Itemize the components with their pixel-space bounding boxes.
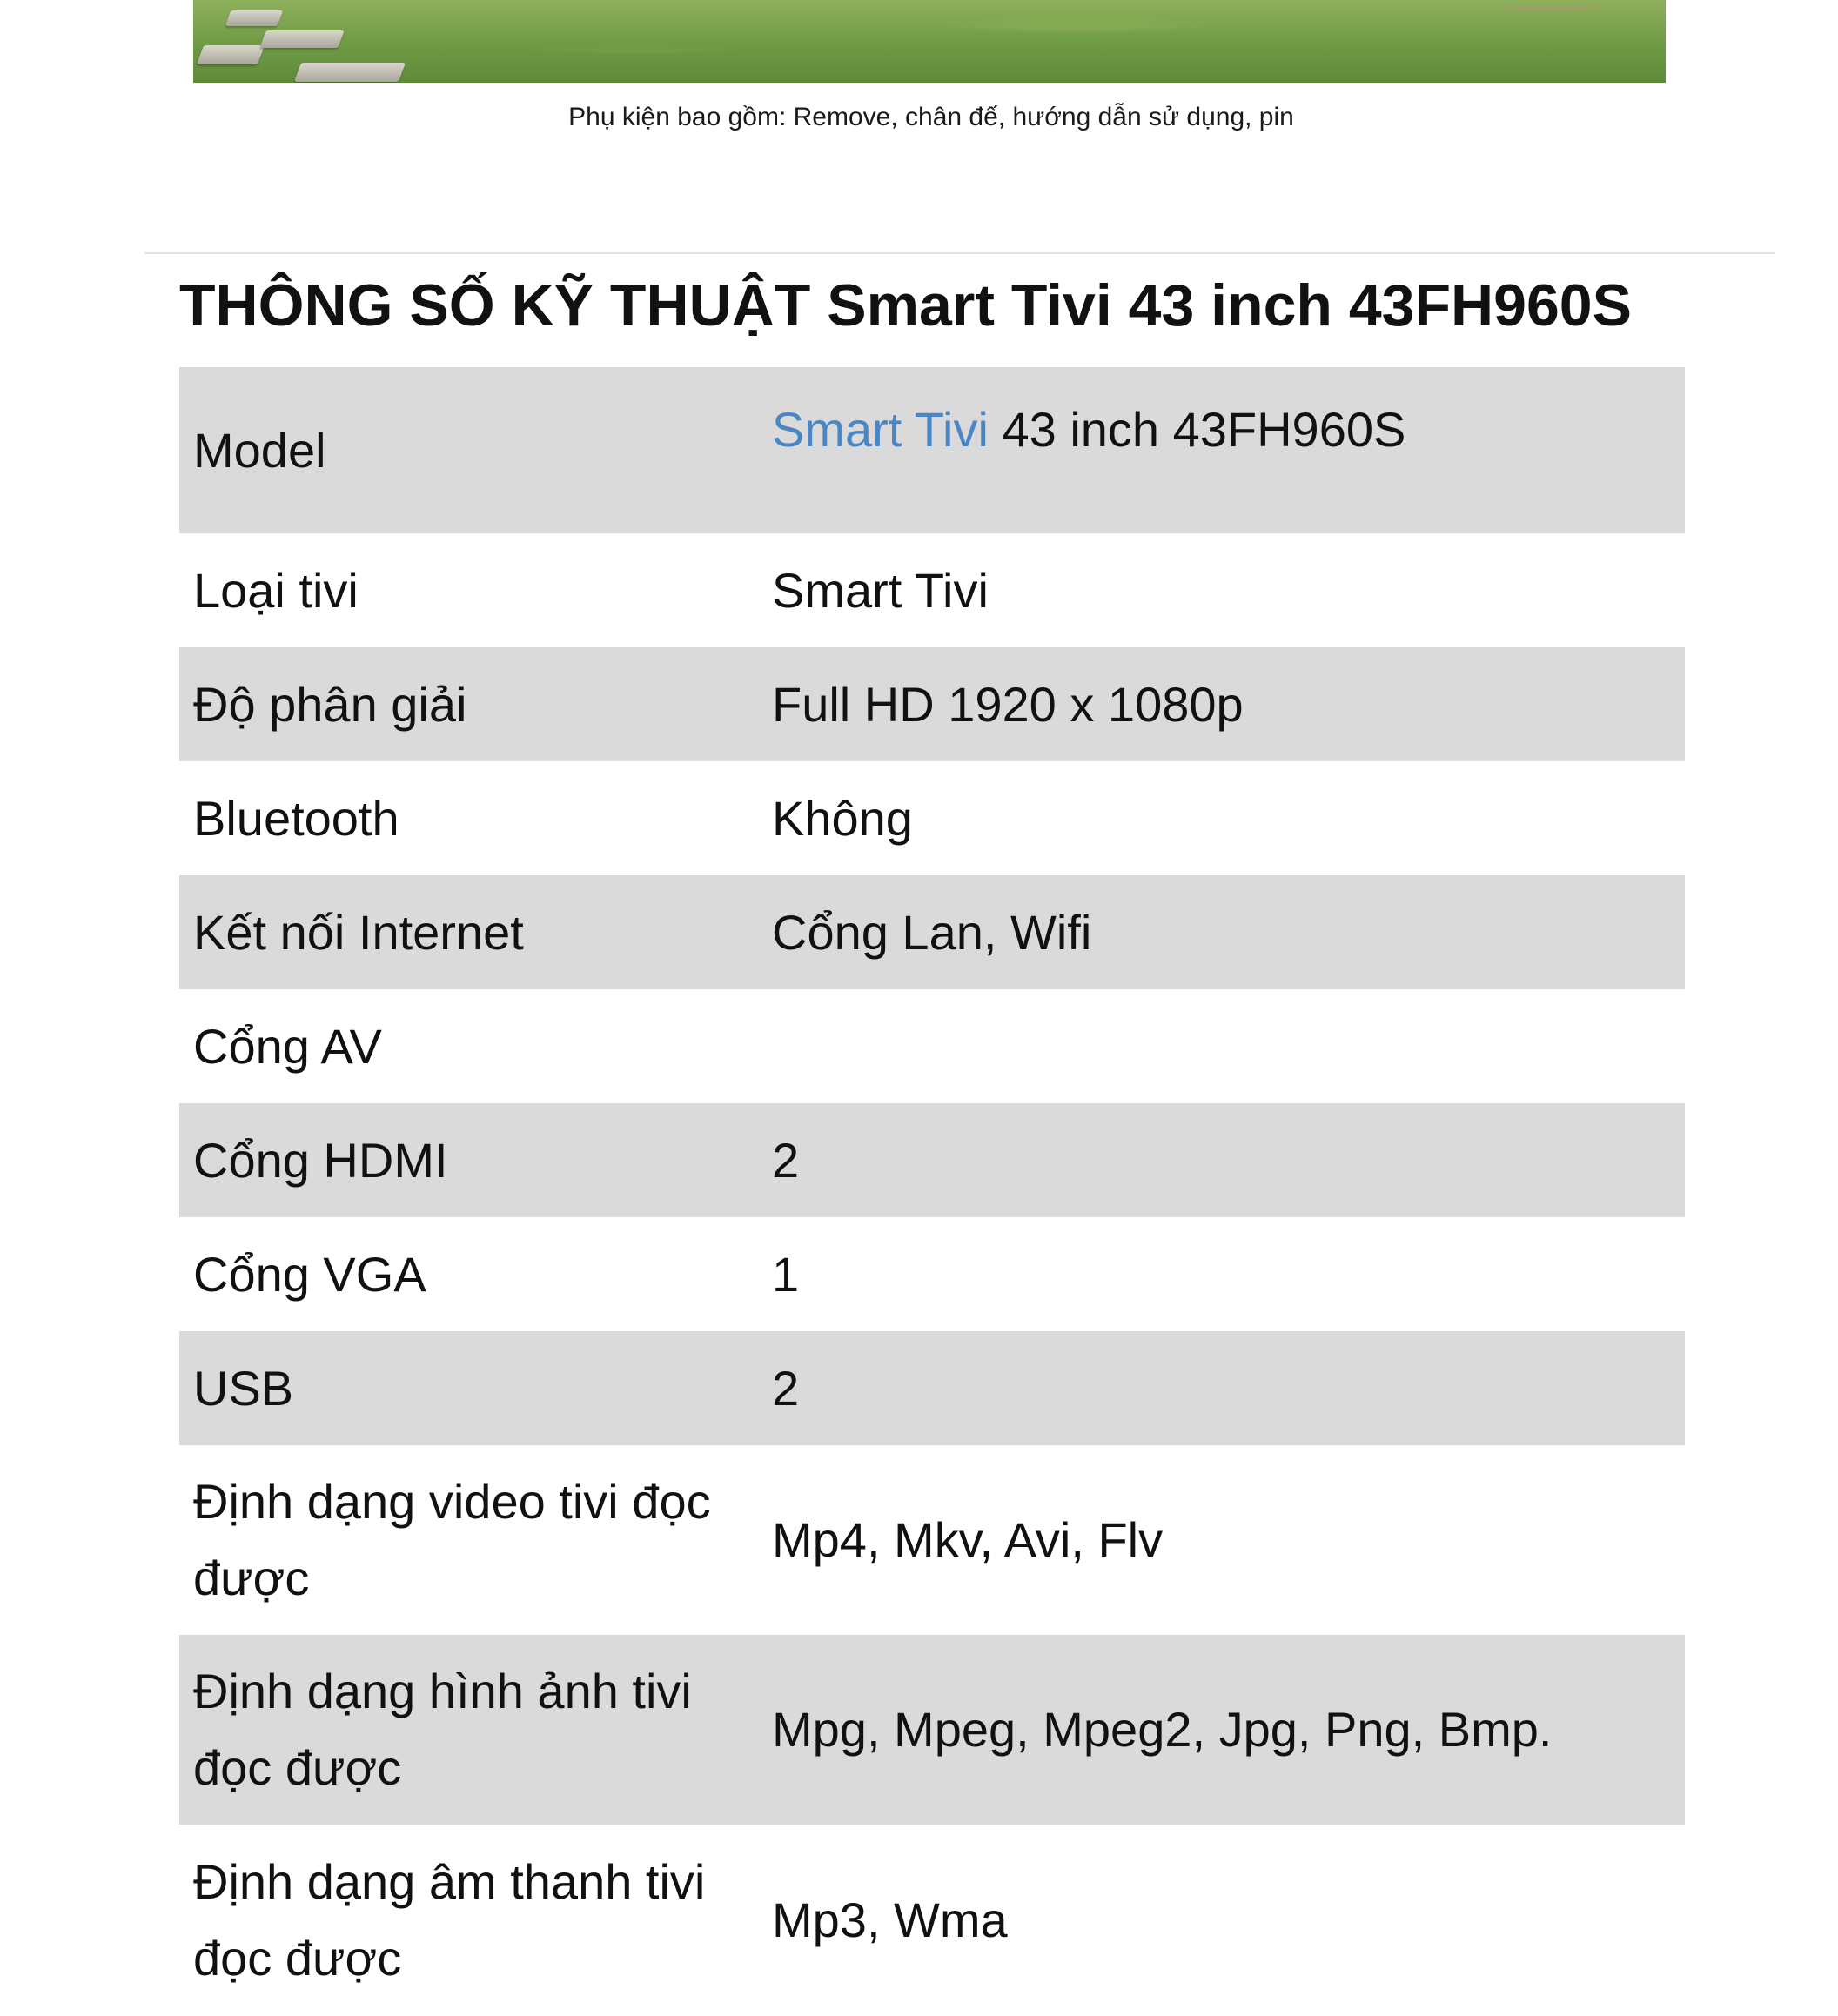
spec-row-image-formats (179, 1635, 1685, 1825)
spec-value: 2 (758, 1103, 1685, 1217)
spec-label: Định dạng hình ảnh tivi đọc được (179, 1635, 758, 1825)
spec-label: Loại tivi (193, 562, 359, 618)
spec-value: 1 (772, 1246, 800, 1302)
spec-row-video-formats (179, 1445, 1685, 1635)
spec-label: Định dạng âm thanh tivi đọc được (193, 1854, 706, 1986)
spec-label: Bluetooth (193, 790, 399, 846)
spec-row-resolution (179, 647, 1685, 761)
spec-row-bluetooth (179, 761, 1685, 875)
spec-label: USB (179, 1331, 758, 1445)
spec-label: Cổng VGA (193, 1246, 426, 1302)
product-photo (193, 0, 1666, 83)
spec-row-type (179, 533, 1685, 647)
spec-value-text: 43 inch 43FH960S (988, 402, 1406, 457)
spec-label: Cổng HDMI (179, 1103, 758, 1217)
spec-label: Model (179, 367, 758, 533)
section-divider (144, 252, 1775, 254)
spec-label: Định dạng video tivi đọc được (193, 1474, 711, 1605)
spec-value (758, 989, 1685, 1103)
spec-value: Mpg, Mpeg, Mpeg2, Jpg, Png, Bmp. (758, 1635, 1685, 1825)
spec-label: Độ phân giải (179, 647, 758, 761)
spec-row-model (179, 367, 1685, 533)
smart-tivi-link[interactable]: Smart Tivi (772, 402, 989, 457)
spec-value: Cổng Lan, Wifi (758, 875, 1685, 989)
spec-value (758, 367, 1685, 533)
spec-value: Mp3, Wma (772, 1892, 1008, 1947)
spec-label: Cổng AV (193, 1018, 382, 1074)
spec-row-vga (179, 1217, 1685, 1331)
spec-value: Không (772, 790, 913, 846)
spec-label: Kết nối Internet (179, 875, 758, 989)
spec-value: 2 (758, 1331, 1685, 1445)
image-caption: Phụ kiện bao gồm: Remove, chân đế, hướng dẫn sử dụng, pin (568, 103, 1294, 131)
spec-row-av (179, 989, 1685, 1103)
spec-row-usb (179, 1331, 1685, 1445)
spec-row-internet (179, 875, 1685, 989)
spec-row-audio-formats (179, 1825, 1685, 2016)
spec-title: THÔNG SỐ KỸ THUẬT Smart Tivi 43 inch 43FH960S (179, 272, 1632, 338)
spec-value: Smart Tivi (772, 562, 989, 618)
spec-table (179, 367, 1685, 2016)
spec-value: Full HD 1920 x 1080p (758, 647, 1685, 761)
spec-value: Mp4, Mkv, Avi, Flv (772, 1512, 1164, 1567)
spec-row-hdmi (179, 1103, 1685, 1217)
